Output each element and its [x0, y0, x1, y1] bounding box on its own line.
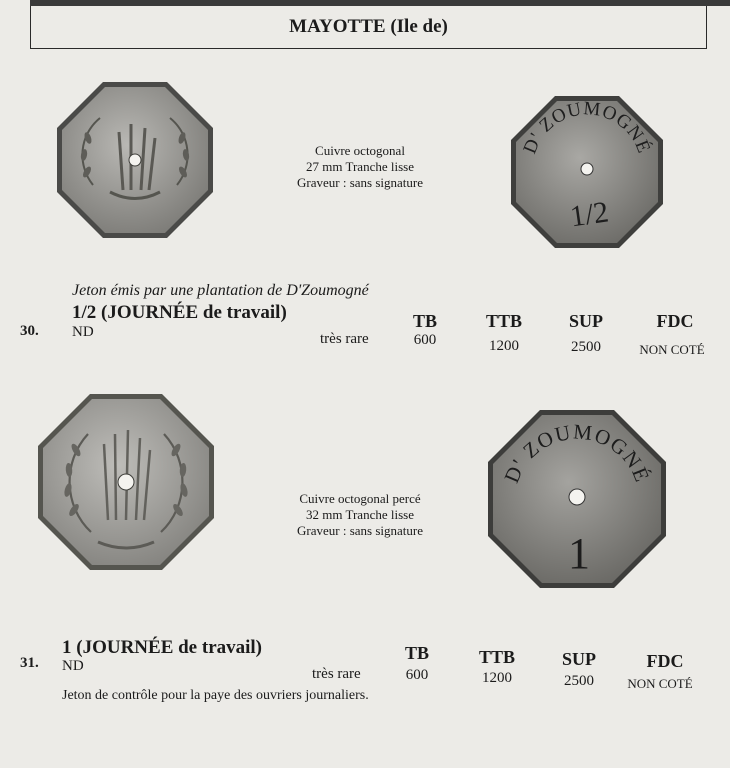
- entry-30-rarity: très rare: [320, 331, 369, 347]
- price-30-tb: 600: [413, 332, 437, 348]
- description-line: 27 mm Tranche lisse: [306, 159, 414, 174]
- entry-31-note: Jeton de contrôle pour la paye des ouvriers journaliers.: [62, 688, 369, 703]
- price-30-ttb: 1200: [489, 338, 519, 354]
- description-line: Cuivre octogonal percé: [299, 491, 421, 506]
- coin-30-legend: D' ZOUMOGNÉ: [519, 98, 655, 157]
- coin-31-description: [280, 491, 440, 539]
- description-line: Cuivre octogonal: [315, 143, 405, 158]
- grade-31-sup: SUP: [561, 649, 596, 669]
- coin-30-obverse-image: [55, 80, 215, 240]
- price-30-sup: 2500: [571, 339, 601, 355]
- entry-30-title: 1/2 (JOURNÉE de travail): [72, 302, 287, 323]
- price-31-sup: 2500: [564, 673, 594, 689]
- coin-30-value: 1/2: [568, 195, 611, 234]
- grade-30-tb: TB: [412, 311, 437, 331]
- coin-30-description: [280, 143, 440, 191]
- grade-30-sup: SUP: [568, 311, 603, 331]
- entry-31-number: 31.: [20, 655, 39, 671]
- price-31-fdc: NON COTÉ: [627, 676, 693, 691]
- entry-30-date: ND: [72, 324, 94, 340]
- price-31-ttb: 1200: [482, 670, 512, 686]
- entry-31-rarity: très rare: [312, 666, 361, 682]
- coin-31-obverse-image: [36, 392, 216, 572]
- coin-31-legend: D' ZOUMOGNÉ: [499, 419, 655, 487]
- price-30-fdc: NON COTÉ: [639, 342, 705, 357]
- entry-31-title: 1 (JOURNÉE de travail): [62, 637, 263, 658]
- grade-31-fdc: FDC: [646, 651, 684, 671]
- entry-30-intro: Jeton émis par une plantation de D'Zoumogné: [72, 282, 369, 299]
- grade-30-ttb: TTB: [485, 311, 523, 331]
- grade-31-ttb: TTB: [478, 647, 516, 667]
- page-title: MAYOTTE (Ile de): [289, 16, 448, 37]
- price-31-tb: 600: [405, 667, 429, 683]
- grade-31-tb: TB: [404, 643, 429, 663]
- coin-30-reverse-image: [509, 94, 665, 250]
- description-line: 32 mm Tranche lisse: [306, 507, 414, 522]
- description-line: Graveur : sans signature: [297, 523, 423, 538]
- grade-30-fdc: FDC: [656, 311, 694, 331]
- coin-31-value: 1: [568, 529, 590, 578]
- description-line: Graveur : sans signature: [297, 175, 423, 190]
- entry-30-number: 30.: [20, 323, 39, 339]
- entry-31-date: ND: [62, 658, 84, 674]
- coin-31-reverse-image: [486, 408, 668, 590]
- page-header: [30, 6, 707, 49]
